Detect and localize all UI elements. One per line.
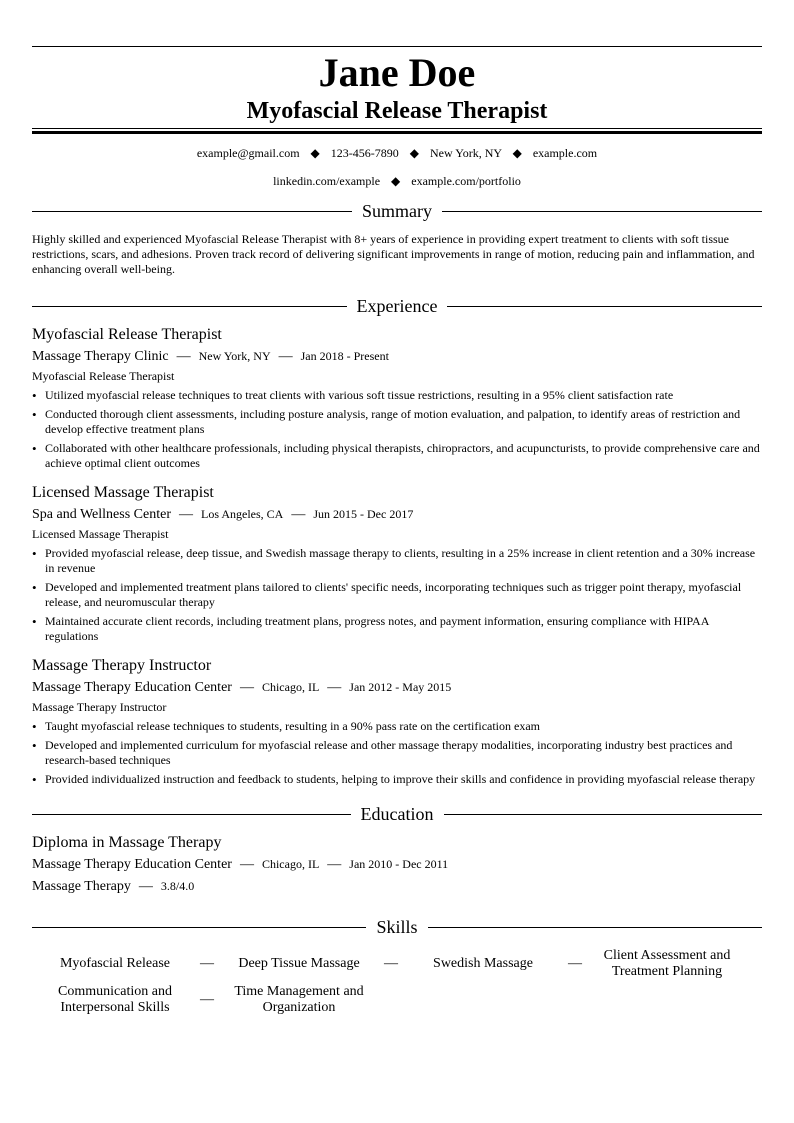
contact-portfolio[interactable]: example.com/portfolio — [411, 174, 521, 188]
education-location: Chicago, IL — [261, 857, 320, 871]
contact-row-2 — [32, 174, 762, 188]
job-location: New York, NY — [198, 349, 271, 363]
heading-rule — [32, 211, 352, 212]
dash-separator: — — [278, 349, 293, 364]
heading-rule — [447, 306, 762, 307]
contact-linkedin[interactable]: linkedin.com/example — [273, 174, 381, 188]
job-bullets — [32, 546, 762, 644]
job-dates: Jan 2012 - May 2015 — [349, 680, 452, 694]
dash-separator: — — [327, 680, 342, 695]
diamond-separator-icon: ◆ — [391, 174, 401, 188]
skills-heading-label: Skills — [376, 917, 418, 937]
job-bullet: • Developed and implemented curriculum for myofascial release and other massage therapy modalities, incorporating industry best practices and research-based techniques — [32, 738, 762, 768]
job-role: Licensed Massage Therapist — [32, 527, 169, 541]
job-role: Massage Therapy Instructor — [32, 700, 167, 714]
heading-rule — [32, 814, 351, 815]
dash-separator: — — [176, 349, 191, 364]
heading-rule — [32, 306, 347, 307]
dash-separator: — — [200, 992, 214, 1007]
skill-item: Communication and Interpersonal Skills — [58, 984, 172, 1015]
contact-location: New York, NY — [430, 146, 502, 160]
candidate-name: Jane Doe — [318, 50, 476, 95]
job-bullet: • Provided individualized instruction and feedback to students, helping to improve their skills and confidence in providing myofascial release therapy — [32, 772, 762, 787]
education-field: Massage Therapy — [32, 879, 131, 894]
summary-heading-label: Summary — [362, 201, 432, 221]
dash-separator: — — [200, 956, 214, 971]
dash-separator: — — [384, 956, 398, 971]
job-entry — [32, 656, 762, 787]
job-title: Massage Therapy Instructor — [32, 657, 212, 674]
dash-separator: — — [291, 507, 306, 522]
job-bullet: • Provided myofascial release, deep tissue, and Swedish massage therapy to clients, resulting in a 25% increase in client retention and a 30% increase in revenue — [32, 546, 762, 576]
contact-phone[interactable]: 123-456-7890 — [330, 146, 399, 160]
heading-rule — [32, 927, 366, 928]
education-entry — [32, 833, 762, 896]
heading-rule — [444, 814, 763, 815]
education-school-line — [32, 855, 762, 874]
resume-page — [32, 0, 762, 1016]
diamond-separator-icon: ◆ — [310, 146, 320, 160]
education-dates: Jan 2010 - Dec 2011 — [349, 857, 449, 871]
header-rule-thin — [32, 128, 762, 129]
diamond-separator-icon: ◆ — [512, 146, 522, 160]
contact-email[interactable]: example@gmail.com — [196, 146, 300, 160]
job-bullet: • Taught myofascial release techniques to students, resulting in a 90% pass rate on the certification exam — [32, 719, 762, 734]
job-org-line — [32, 347, 762, 366]
job-title: Licensed Massage Therapist — [32, 484, 214, 501]
dash-separator: — — [138, 879, 153, 894]
job-org: Spa and Wellness Center — [32, 507, 171, 522]
job-entry — [32, 483, 762, 644]
skill-item: Myofascial Release — [59, 956, 170, 971]
skill-item: Swedish Massage — [433, 956, 533, 971]
dash-separator: — — [178, 507, 193, 522]
dash-separator: — — [239, 857, 254, 872]
education-heading-label: Education — [360, 804, 434, 824]
education-field-line — [32, 877, 762, 896]
top-rule — [32, 46, 762, 47]
job-dates: Jun 2015 - Dec 2017 — [313, 507, 414, 521]
job-org: Massage Therapy Clinic — [32, 349, 169, 364]
skills-heading — [32, 916, 762, 938]
heading-rule — [428, 927, 762, 928]
summary-text: Highly skilled and experienced Myofascial Release Therapist with 8+ years of experience in providing expert treatment to clients with soft tissue restrictions, scars, and adhesions. Proven track record of delivering significant improvements in range of motion, reducing pain and inflammation, and enhancing overall well-being. — [32, 232, 755, 276]
job-org: Massage Therapy Education Center — [32, 680, 232, 695]
education-degree: Diploma in Massage Therapy — [32, 834, 222, 851]
skill-item: Deep Tissue Massage — [238, 956, 360, 971]
dash-separator: — — [568, 956, 582, 971]
job-bullet: • Developed and implemented treatment plans tailored to clients' specific needs, incorporating techniques such as trigger point therapy, myofascial release, and neuromuscular therapy — [32, 580, 762, 610]
dash-separator: — — [327, 857, 342, 872]
job-dates: Jan 2018 - Present — [300, 349, 389, 363]
job-org-line — [32, 505, 762, 524]
summary-heading — [32, 200, 762, 222]
skill-item: Client Assessment and Treatment Planning — [603, 948, 731, 979]
experience-heading — [32, 295, 762, 317]
header-rule-thick — [32, 131, 762, 134]
candidate-title: Myofascial Release Therapist — [246, 98, 548, 124]
education-gpa: 3.8/4.0 — [160, 879, 195, 893]
diamond-separator-icon: ◆ — [409, 146, 420, 160]
job-location: Los Angeles, CA — [200, 507, 284, 521]
job-bullet: • Utilized myofascial release techniques to treat clients with various soft tissue restrictions, resulting in a 95% client satisfaction rate — [32, 388, 762, 403]
skill-item: Time Management and Organization — [234, 984, 364, 1015]
job-bullets — [32, 388, 762, 471]
job-location: Chicago, IL — [261, 680, 320, 694]
job-title: Myofascial Release Therapist — [32, 326, 222, 343]
education-heading — [32, 803, 762, 825]
job-entry — [32, 325, 762, 471]
education-school: Massage Therapy Education Center — [32, 857, 232, 872]
skills-grid — [32, 948, 762, 1016]
contact-website[interactable]: example.com — [532, 146, 598, 160]
job-bullet: • Maintained accurate client records, including treatment plans, progress notes, and payment information, ensuring compliance with HIPAA regulations — [32, 614, 762, 644]
experience-heading-label: Experience — [356, 296, 438, 316]
job-bullet: • Collaborated with other healthcare professionals, including physical therapists, chiropractors, and acupuncturists, to provide comprehensive care and achieve optimal client outcomes — [32, 441, 762, 471]
contact-row-1 — [32, 146, 762, 160]
job-bullet: • Conducted thorough client assessments, including posture analysis, range of motion evaluation, and palpation, to identify areas of restriction and develop effective treatment plans — [32, 407, 762, 437]
job-bullets — [32, 719, 762, 787]
dash-separator: — — [239, 680, 254, 695]
heading-rule — [442, 211, 762, 212]
job-org-line — [32, 678, 762, 697]
job-role: Myofascial Release Therapist — [32, 369, 175, 383]
